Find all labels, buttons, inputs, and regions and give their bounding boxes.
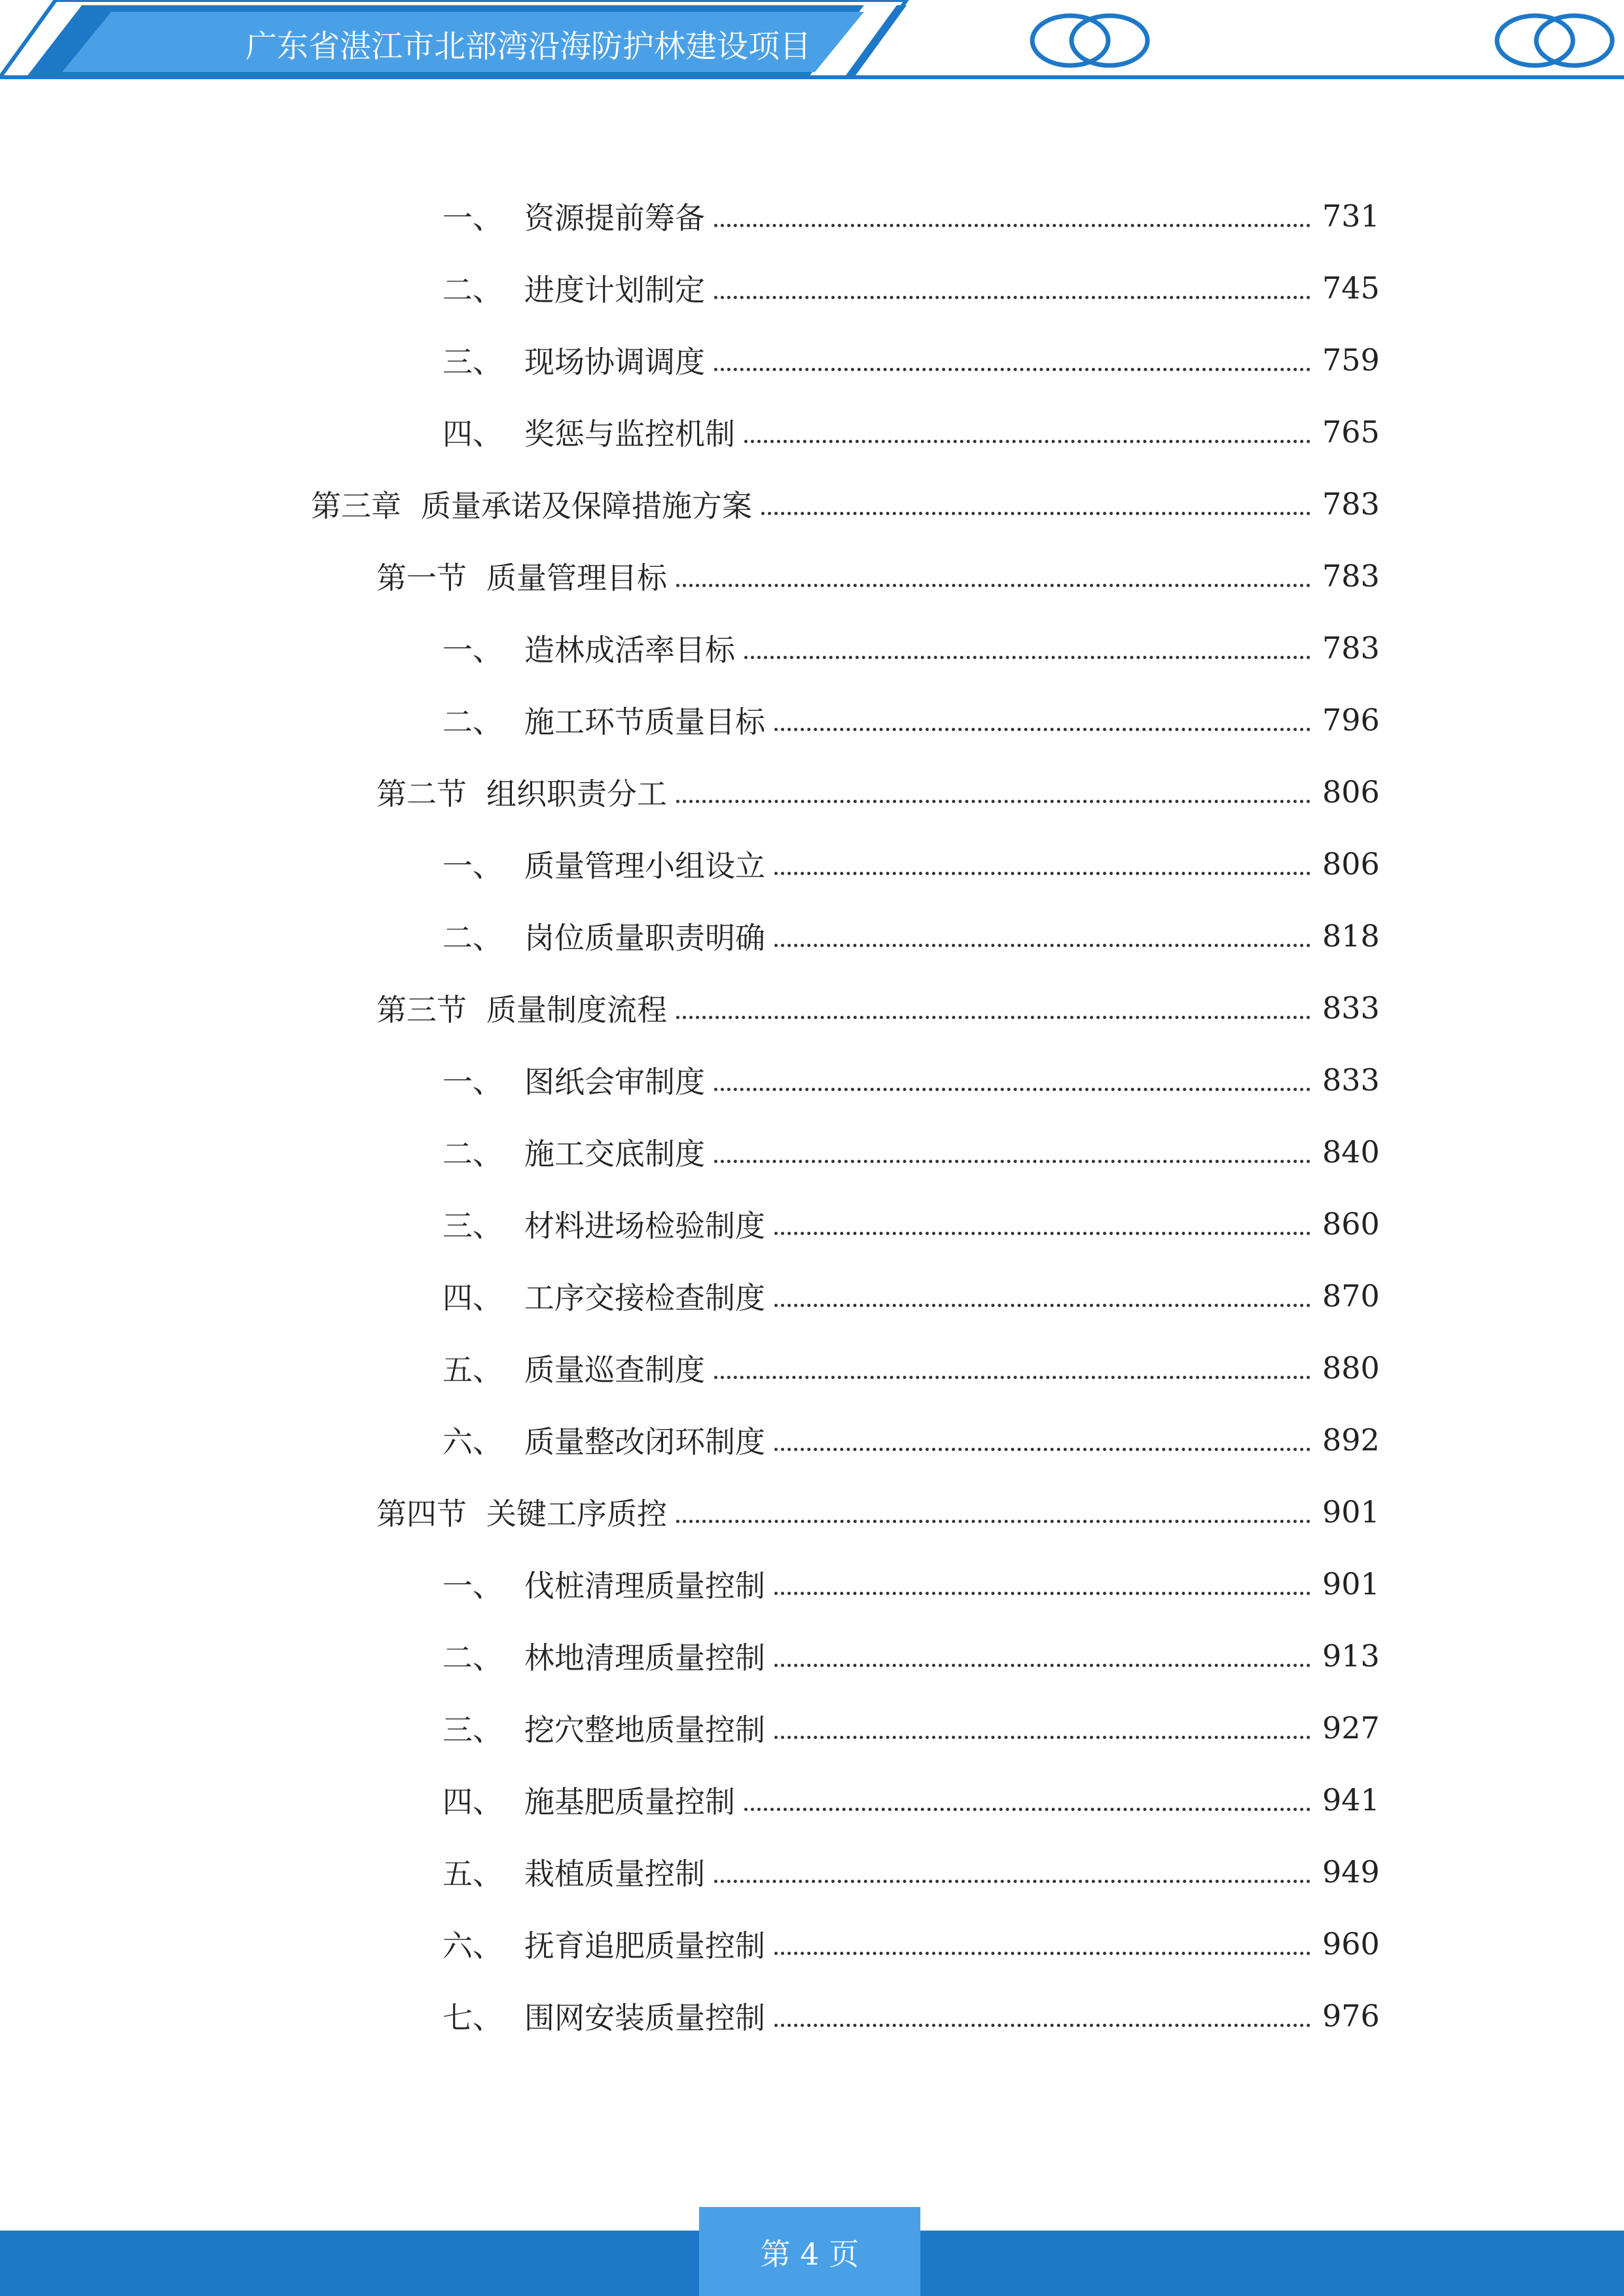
toc-entry-page: 796 [1322, 702, 1380, 738]
toc-dot-leader [714, 1850, 1310, 1883]
toc-entry-title: 围网安装质量控制 [524, 2000, 765, 2036]
toc-entry-label [442, 266, 712, 310]
toc-entry-number: 四、 [442, 416, 503, 452]
toc-entry[interactable] [0, 1188, 1624, 1260]
toc-entry-title: 工序交接检查制度 [524, 1280, 765, 1316]
toc-entry-page: 976 [1322, 1998, 1380, 2034]
toc-entry[interactable] [0, 756, 1624, 828]
toc-entry-number: 四、 [442, 1784, 503, 1820]
toc-entry-page: 949 [1322, 1854, 1380, 1890]
toc-entry-number: 二、 [442, 272, 503, 308]
toc-entry-page: 870 [1322, 1278, 1380, 1314]
toc-dot-leader [774, 698, 1310, 731]
toc-entry-title: 进度计划制定 [524, 272, 705, 308]
toc-entry-title: 抚育追肥质量控制 [524, 1928, 765, 1964]
toc-entry-page: 745 [1322, 270, 1380, 306]
toc-entry-number: 三、 [442, 1712, 503, 1748]
toc-entry-page: 806 [1322, 846, 1380, 882]
toc-entry-label [376, 986, 674, 1030]
toc-entry[interactable] [0, 684, 1624, 756]
toc-entry-number: 二、 [442, 1640, 503, 1676]
toc-entry-page: 731 [1322, 198, 1380, 234]
toc-entry[interactable] [0, 828, 1624, 900]
toc-entry-label [442, 914, 772, 958]
toc-dot-leader [714, 1058, 1310, 1091]
toc-dot-leader [774, 1274, 1310, 1307]
toc-entry[interactable] [0, 1692, 1624, 1764]
toc-entry[interactable] [0, 1044, 1624, 1116]
toc-entry-label [442, 1634, 772, 1677]
toc-entry[interactable] [0, 1332, 1624, 1404]
toc-entry-title: 挖穴整地质量控制 [524, 1712, 765, 1748]
toc-entry-number: 一、 [442, 1568, 503, 1604]
toc-entry-title: 质量巡查制度 [524, 1352, 705, 1388]
toc-entry[interactable] [0, 1116, 1624, 1188]
toc-entry-page: 913 [1322, 1638, 1380, 1674]
toc-entry-title: 组织职责分工 [486, 776, 667, 812]
toc-dot-leader [774, 1634, 1310, 1667]
toc-dot-leader [744, 626, 1310, 659]
toc-dot-leader [744, 410, 1310, 443]
toc-entry-number: 一、 [442, 848, 503, 884]
toc-entry[interactable] [0, 252, 1624, 324]
toc-entry[interactable] [0, 1620, 1624, 1692]
toc-entry-label [442, 1130, 712, 1174]
toc-entry-page: 860 [1322, 1206, 1380, 1242]
toc-entry-label [311, 482, 759, 526]
toc-entry-title: 伐桩清理质量控制 [524, 1568, 765, 1604]
toc-entry-number: 五、 [442, 1352, 503, 1388]
toc-entry-label [442, 698, 772, 742]
toc-entry-number: 二、 [442, 920, 503, 956]
toc-entry-title: 关键工序质控 [486, 1496, 667, 1532]
toc-entry-title: 现场协调调度 [524, 344, 705, 380]
toc-entry-title: 质量承诺及保障措施方案 [421, 488, 752, 524]
toc-entry-page: 901 [1322, 1566, 1380, 1602]
toc-dot-leader [774, 842, 1310, 875]
toc-entry-page: 783 [1322, 486, 1380, 522]
toc-entry-number: 三、 [442, 344, 503, 380]
toc-entry-label [442, 1058, 712, 1102]
toc-entry-page: 840 [1322, 1134, 1380, 1170]
toc-entry-page: 960 [1322, 1926, 1380, 1962]
toc-entry-number: 第三章 [311, 488, 401, 524]
toc-entry[interactable] [0, 972, 1624, 1044]
toc-entry-number: 一、 [442, 1064, 503, 1100]
toc-entry-page: 759 [1322, 342, 1380, 378]
toc-entry-number: 第四节 [376, 1496, 467, 1532]
toc-entry-title: 栽植质量控制 [524, 1856, 705, 1892]
toc-entry-label [376, 1490, 674, 1534]
toc-entry-number: 一、 [442, 632, 503, 668]
toc-entry-number: 二、 [442, 704, 503, 740]
toc-entry-label [442, 1850, 712, 1893]
toc-entry-number: 六、 [442, 1424, 503, 1460]
toc-entry-page: 892 [1322, 1422, 1380, 1458]
toc-entry[interactable] [0, 396, 1624, 468]
toc-dot-leader [676, 986, 1310, 1019]
header-title: 广东省湛江市北部湾沿海防护林建设项目 [245, 28, 812, 65]
table-of-contents [0, 180, 1624, 2052]
toc-entry[interactable] [0, 612, 1624, 684]
toc-entry-title: 质量整改闭环制度 [524, 1424, 765, 1460]
toc-entry-label [442, 1922, 772, 1965]
toc-entry-page: 833 [1322, 990, 1380, 1026]
toc-entry-label [376, 770, 674, 814]
toc-entry-title: 施工交底制度 [524, 1136, 705, 1172]
toc-dot-leader [774, 1706, 1310, 1739]
toc-entry-title: 质量制度流程 [486, 992, 667, 1028]
toc-entry-number: 六、 [442, 1928, 503, 1964]
toc-entry[interactable] [0, 900, 1624, 972]
toc-dot-leader [774, 1994, 1310, 2027]
toc-dot-leader [744, 1778, 1310, 1811]
toc-entry[interactable] [0, 1908, 1624, 1980]
toc-dot-leader [676, 1490, 1310, 1523]
toc-entry-label [442, 1346, 712, 1390]
toc-entry-label [442, 410, 742, 454]
toc-dot-leader [774, 914, 1310, 947]
toc-entry-label [442, 1778, 742, 1821]
toc-entry-number: 七、 [442, 2000, 503, 2036]
toc-entry-title: 岗位质量职责明确 [524, 920, 765, 956]
toc-entry-number: 一、 [442, 200, 503, 236]
toc-entry-page: 765 [1322, 414, 1380, 450]
toc-entry-page: 833 [1322, 1062, 1380, 1098]
toc-entry[interactable] [0, 180, 1624, 252]
toc-entry-number: 五、 [442, 1856, 503, 1892]
logo-rings-right-icon [0, 0, 1624, 85]
toc-entry-title: 质量管理目标 [486, 560, 667, 596]
toc-entry-label [442, 194, 712, 238]
toc-entry[interactable] [0, 1548, 1624, 1620]
toc-dot-leader [676, 770, 1310, 803]
toc-entry-title: 质量管理小组设立 [524, 848, 765, 884]
toc-entry-label [442, 338, 712, 382]
toc-entry[interactable] [0, 1260, 1624, 1332]
toc-entry[interactable] [0, 1404, 1624, 1476]
toc-entry-page: 783 [1322, 630, 1380, 666]
toc-entry-page: 941 [1322, 1782, 1380, 1818]
toc-entry-page: 818 [1322, 918, 1380, 954]
toc-entry-number: 第一节 [376, 560, 467, 596]
toc-entry-title: 资源提前筹备 [524, 200, 705, 236]
toc-entry-number: 第三节 [376, 992, 467, 1028]
toc-dot-leader [714, 338, 1310, 371]
toc-entry-number: 三、 [442, 1208, 503, 1244]
toc-entry-label [442, 842, 772, 886]
toc-entry-label [442, 626, 742, 670]
toc-entry[interactable] [0, 540, 1624, 612]
toc-entry-title: 施基肥质量控制 [524, 1784, 735, 1820]
toc-dot-leader [714, 1130, 1310, 1163]
toc-dot-leader [714, 1346, 1310, 1379]
toc-entry-label [442, 1202, 772, 1246]
toc-entry-label [442, 1706, 772, 1749]
toc-entry-title: 林地清理质量控制 [524, 1640, 765, 1676]
toc-entry-label [442, 1418, 772, 1462]
toc-dot-leader [714, 266, 1310, 299]
toc-dot-leader [761, 482, 1310, 515]
toc-entry-title: 材料进场检验制度 [524, 1208, 765, 1244]
toc-entry-page: 806 [1322, 774, 1380, 810]
toc-entry-page: 783 [1322, 558, 1380, 594]
toc-entry-label [442, 1994, 772, 2037]
toc-entry-number: 二、 [442, 1136, 503, 1172]
toc-entry[interactable] [0, 324, 1624, 396]
toc-entry[interactable] [0, 1764, 1624, 1836]
page-number: 第 4 页 [760, 2236, 859, 2272]
toc-dot-leader [774, 1418, 1310, 1451]
toc-dot-leader [774, 1202, 1310, 1235]
page-header [0, 0, 1624, 85]
toc-entry-page: 901 [1322, 1494, 1380, 1530]
toc-entry-number: 第二节 [376, 776, 467, 812]
toc-entry-page: 880 [1322, 1350, 1380, 1386]
toc-entry-label [376, 554, 674, 598]
toc-dot-leader [676, 554, 1310, 587]
toc-dot-leader [774, 1562, 1310, 1595]
toc-entry-page: 927 [1322, 1710, 1380, 1746]
toc-dot-leader [774, 1922, 1310, 1955]
toc-dot-leader [714, 194, 1310, 227]
toc-entry[interactable] [0, 468, 1624, 540]
toc-entry-number: 四、 [442, 1280, 503, 1316]
toc-entry-label [442, 1562, 772, 1605]
toc-entry[interactable] [0, 1836, 1624, 1908]
toc-entry-title: 奖惩与监控机制 [524, 416, 735, 452]
toc-entry-title: 施工环节质量目标 [524, 704, 765, 740]
toc-entry[interactable] [0, 1980, 1624, 2052]
toc-entry[interactable] [0, 1476, 1624, 1548]
toc-entry-title: 造林成活率目标 [524, 632, 735, 668]
toc-entry-title: 图纸会审制度 [524, 1064, 705, 1100]
toc-entry-label [442, 1274, 772, 1318]
